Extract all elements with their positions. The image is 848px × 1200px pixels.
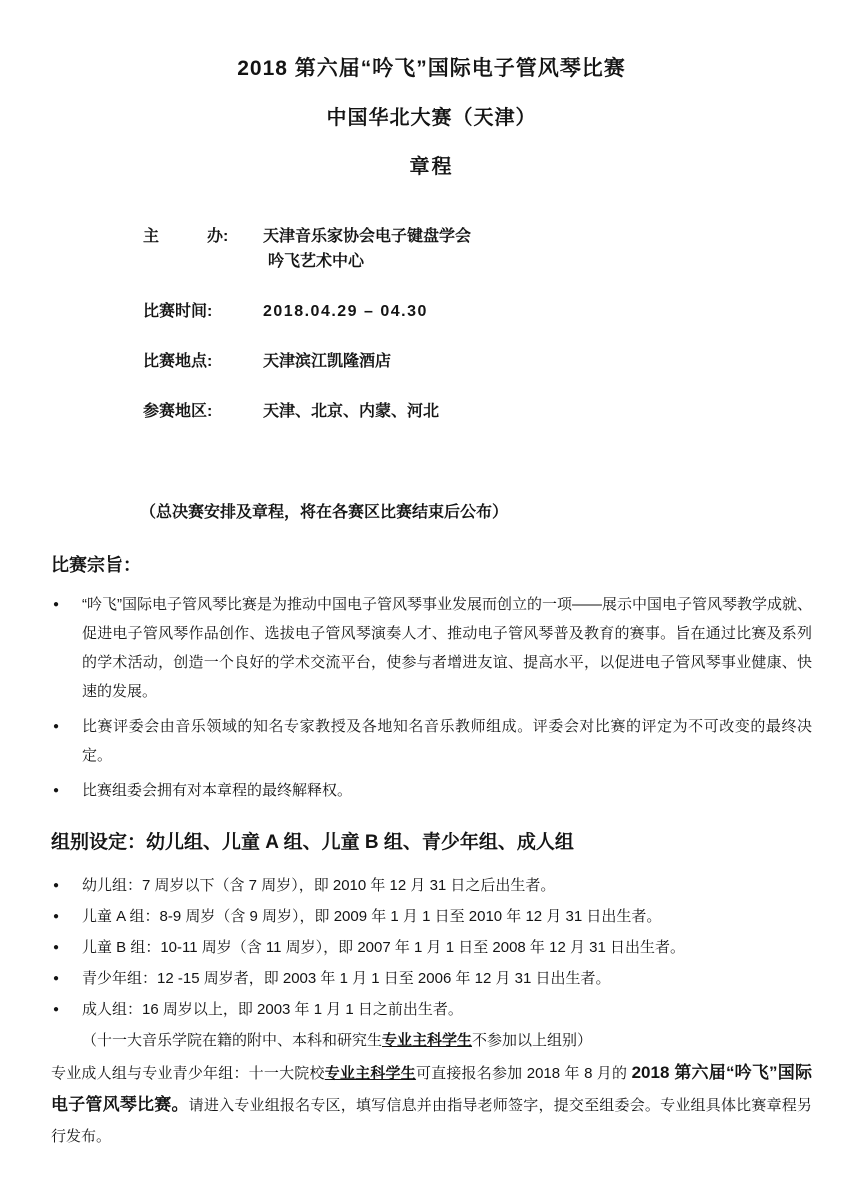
list-item xyxy=(51,712,812,770)
list-item xyxy=(51,902,812,931)
bullet-icon: ● xyxy=(53,1004,60,1015)
groups-exclusion-note xyxy=(82,1026,812,1055)
finals-note: （总决赛安排及章程，将在各赛区比赛结束后公布） xyxy=(140,504,509,521)
organizer-line-2: 吟飞艺术中心 xyxy=(268,253,365,270)
section-heading-purpose: 比赛宗旨： xyxy=(51,555,141,575)
list-item-text: 比赛组委会拥有对本章程的最终解释权。 xyxy=(82,782,353,799)
note-text: 不参加以上组别） xyxy=(472,1032,593,1049)
list-item-text: “吟飞”国际电子管风琴比赛是为推动中国电子管风琴事业发展而创立的一项——展示中国电子管风琴教学成就、促进电子管风琴作品创作、选拔电子管风琴演奏人才、推动电子管风琴普及教育的赛事。旨在通过比赛及系列的学术活动，创造一个良好的学术交流平台，使参与者增进友谊、提高水平，以促进电子管风琴事业健康、快速的发展。 xyxy=(82,596,812,700)
info-row-venue xyxy=(143,349,812,374)
bullet-icon: ● xyxy=(53,942,60,953)
page-subtitle: 中国华北大赛（天津） xyxy=(326,107,537,129)
info-row-date xyxy=(143,299,812,324)
list-item xyxy=(51,964,812,993)
paragraph-competition-name: 2018 第六届“吟飞”国际电子管风琴比赛。 xyxy=(51,1063,812,1114)
groups-list xyxy=(51,871,812,1024)
note-emphasis: 专业主科学生 xyxy=(382,1032,473,1049)
organizer-line-1: 天津音乐家协会电子键盘学会 xyxy=(263,228,472,245)
bullet-icon: ● xyxy=(53,599,60,610)
list-item xyxy=(51,590,812,706)
page-title: 2018 第六届“吟飞”国际电子管风琴比赛 xyxy=(237,57,626,80)
document-type-title: 章程 xyxy=(409,156,454,178)
list-item-text: 青少年组：12 -15 周岁者，即 2003 年 1 月 1 日至 2006 年 12 月 31 日出生者。 xyxy=(82,970,611,987)
bullet-icon: ● xyxy=(53,880,60,891)
bullet-icon: ● xyxy=(53,911,60,922)
info-block xyxy=(143,224,812,424)
paragraph-text: 专业成人组与专业青少年组：十一大院校 xyxy=(51,1065,325,1082)
list-item xyxy=(51,933,812,962)
list-item xyxy=(51,776,812,805)
list-item-text: 幼儿组：7 周岁以下（含 7 周岁），即 2010 年 12 月 31 日之后出生者。 xyxy=(82,877,556,894)
bullet-icon: ● xyxy=(53,973,60,984)
list-item-text: 儿童 B 组：10-11 周岁（含 11 周岁），即 2007 年 1 月 1 日至 2008 年 12 月 31 日出生者。 xyxy=(82,939,685,956)
list-item xyxy=(51,871,812,900)
info-row-organizer xyxy=(143,224,812,274)
paragraph-text: 可直接报名参加 2018 年 8 月的 xyxy=(415,1065,632,1082)
note-text: （十一大音乐学院在籍的附中、本科和研究生 xyxy=(82,1032,383,1049)
info-row-regions xyxy=(143,399,812,424)
purpose-list xyxy=(51,590,812,805)
title-block xyxy=(51,56,812,180)
info-label: 比赛时间: xyxy=(143,303,213,320)
list-item-text: 比赛评委会由音乐领域的知名专家教授及各地知名音乐教师组成。评委会对比赛的评定为不可改变的最终决定。 xyxy=(82,718,812,764)
info-label: 参赛地区: xyxy=(143,403,213,420)
info-label: 比赛地点: xyxy=(143,353,213,370)
info-value xyxy=(263,224,471,274)
section-heading-groups: 组别设定：幼儿组、儿童 A 组、儿童 B 组、青少年组、成人组 xyxy=(51,832,574,853)
list-item-text: 成人组：16 周岁以上，即 2003 年 1 月 1 日之前出生者。 xyxy=(82,1001,463,1018)
info-value: 天津滨江凯隆酒店 xyxy=(263,353,392,370)
info-label: 主 办: xyxy=(143,228,229,245)
list-item xyxy=(51,995,812,1024)
paragraph-emphasis: 专业主科学生 xyxy=(324,1065,416,1082)
professional-groups-paragraph xyxy=(51,1057,812,1152)
list-item-text: 儿童 A 组：8-9 周岁（含 9 周岁），即 2009 年 1 月 1 日至 2010 年 12 月 31 日出生者。 xyxy=(82,908,662,925)
bullet-icon: ● xyxy=(53,721,60,732)
info-value: 2018.04.29 – 04.30 xyxy=(263,303,428,320)
info-value: 天津、北京、内蒙、河北 xyxy=(263,403,440,420)
bullet-icon: ● xyxy=(53,785,60,796)
paragraph-text: 请进入专业组报名专区，填写信息并由指导老师签字，提交至组委会。专业组具体比赛章程另行发布。 xyxy=(51,1097,812,1145)
